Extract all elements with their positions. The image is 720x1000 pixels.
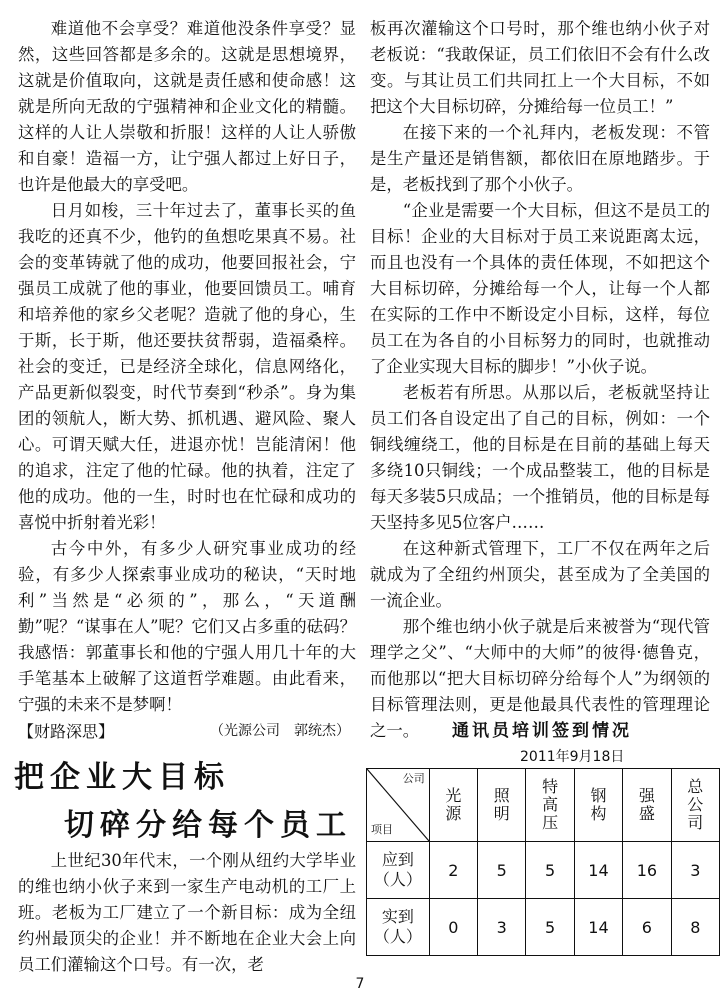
- column-header-label: 照明: [493, 786, 510, 823]
- table-cell: 5: [526, 842, 574, 899]
- signin-table: [366, 768, 720, 956]
- right-paragraph-1: 在接下来的一个礼拜内，老板发现：不管是生产量还是销售额，都依旧在原地踏步。于是，老板找到了那个小伙子。: [370, 123, 710, 194]
- table-cell: 3: [478, 899, 526, 956]
- section-label: 【财路深思】: [18, 722, 115, 741]
- corner-label-item: 项目: [371, 823, 393, 836]
- right-paragraph-2: “企业是需要一个大目标，但这不是员工的目标！企业的大目标对于员工来说距离太远，而且也没有一个具体的责任体现，不如把这个大目标切碎，分摊给每一个人，让每一个人都在实际的工作中不断设定小目标，这样，每位员工在为各自的小目标努力的同时，也就推动了企业实现大目标的脚步！”小伙子说。: [370, 201, 710, 376]
- column-header: [623, 769, 671, 842]
- column-header-label: 总公司: [687, 777, 704, 832]
- left-paragraph-1: 难道他不会享受？难道他没条件享受？显然，这些回答都是多余的。这就是思想境界，这就是价值取向，这就是责任感和使命感！这就是所向无敌的宁强精神和企业文化的精髓。这样的人让人崇敬和折服！这样的人让人骄傲和自豪！造福一方，让宁强人都过上好日子，也许是他最大的享受吧。: [18, 19, 356, 194]
- table-cell: 5: [478, 842, 526, 899]
- table-corner-cell: [367, 769, 430, 842]
- column-header-label: 钢构: [590, 786, 607, 823]
- corner-label-company: 公司: [402, 772, 425, 785]
- table-cell: 14: [574, 842, 622, 899]
- column-header-label: 光源: [445, 786, 462, 823]
- headline-line-2: 切碎分给每个员工: [64, 808, 352, 843]
- right-paragraph-3: 老板若有所思。从那以后，老板就坚持让员工们各自设定出了自己的目标，例如：一个铜线缠绕工，他的目标是在目前的基础上每天多绕10只铜线；一个成品整装工，他的目标是每天多装5只成品；一个推销员，他的目标是每天坚持多见5位客户……: [370, 383, 710, 532]
- table-cell: 6: [623, 899, 671, 956]
- page-number: 7: [355, 976, 365, 992]
- column-header: [429, 769, 477, 842]
- row-label: 实到（人）: [367, 899, 430, 956]
- left-paragraph-2: 日月如梭，三十年过去了，董事长买的鱼我吃的还真不少，他钓的鱼想吃果真不易。社会的变革铸就了他的成功，他要回报社会，宁强员工成就了他的事业，他要回馈员工。哺育和培养他的家乡父老呢？造就了他的身心，生于斯，长于斯，他还要扶贫帮弱，造福桑梓。社会的变迁，已是经济全球化，信息网络化，产品更新似裂变，时代节奏到“秒杀”。身为集团的领航人，断大势、抓机遇、避风险、聚人心。可谓天赋大任，进退亦忧！岂能清闲！他的追求，注定了他的忙碌。他的执着，注定了他的成功。他的一生，时时也在忙碌和成功的喜悦中折射着光彩！: [18, 201, 356, 532]
- column-header-label: 特高压: [542, 777, 559, 832]
- table-cell: 3: [671, 842, 719, 899]
- table-title: 通讯员培训签到情况: [452, 721, 632, 741]
- headline-line-1: 把企业大目标: [14, 760, 230, 795]
- table-cell: 2: [429, 842, 477, 899]
- column-header: [526, 769, 574, 842]
- column-header: [478, 769, 526, 842]
- row-label: 应到（人）: [367, 842, 430, 899]
- table-cell: 0: [429, 899, 477, 956]
- right-paragraph-5: 那个维也纳小伙子就是后来被誉为“现代管理学之父”、“大师中的大师”的彼得·德鲁克，而他那以“把大目标切碎分给每个人”为纲领的目标管理法则，更是他最具代表性的管理理论之一。: [370, 617, 710, 740]
- table-cell: 14: [574, 899, 622, 956]
- right-paragraph-4: 在这种新式管理下，工厂不仅在两年之后就成为了全纽约州顶尖，甚至成为了全美国的一流企业。: [370, 539, 710, 610]
- column-header: [574, 769, 622, 842]
- table-cell: 5: [526, 899, 574, 956]
- table-cell: 8: [671, 899, 719, 956]
- right-article: [370, 16, 710, 744]
- right-paragraph-start: 板再次灌输这个口号时，那个维也纳小伙子对老板说：“我敢保证，员工们依旧不会有什么改变。与其让员工们共同扛上一个大目标，不如把这个大目标切碎，分摊给每一位员工！”: [370, 19, 710, 116]
- article-byline: （光源公司 郭统杰）: [210, 723, 350, 739]
- column-header-label: 强盛: [638, 786, 655, 823]
- column-header: [671, 769, 719, 842]
- table-date: 2011年9月18日: [520, 749, 625, 765]
- left-article: [18, 16, 356, 742]
- table-row: [367, 899, 720, 956]
- article2-paragraph-1: 上世纪30年代末，一个刚从纽约大学毕业的维也纳小伙子来到一家生产电动机的工厂上班。老板为工厂建立了一个新目标：成为全纽约州最顶尖的企业！并不断地在企业大会上向员工们灌输这个口号。有一次，老: [18, 851, 356, 974]
- table-row: [367, 842, 720, 899]
- table-cell: 16: [623, 842, 671, 899]
- article2-body: [18, 848, 356, 978]
- table-header-row: [367, 769, 720, 842]
- left-paragraph-3: 古今中外，有多少人研究事业成功的经验，有多少人探索事业成功的秘诀，“天时地利”当然是“必须的”，那么，“天道酬勤”呢？“谋事在人”呢？它们又占多重的砝码？我感悟：郭董事长和他的宁强人用几十年的大手笔基本上破解了这道哲学难题。由此看来，宁强的未来不是梦啊！: [18, 539, 356, 714]
